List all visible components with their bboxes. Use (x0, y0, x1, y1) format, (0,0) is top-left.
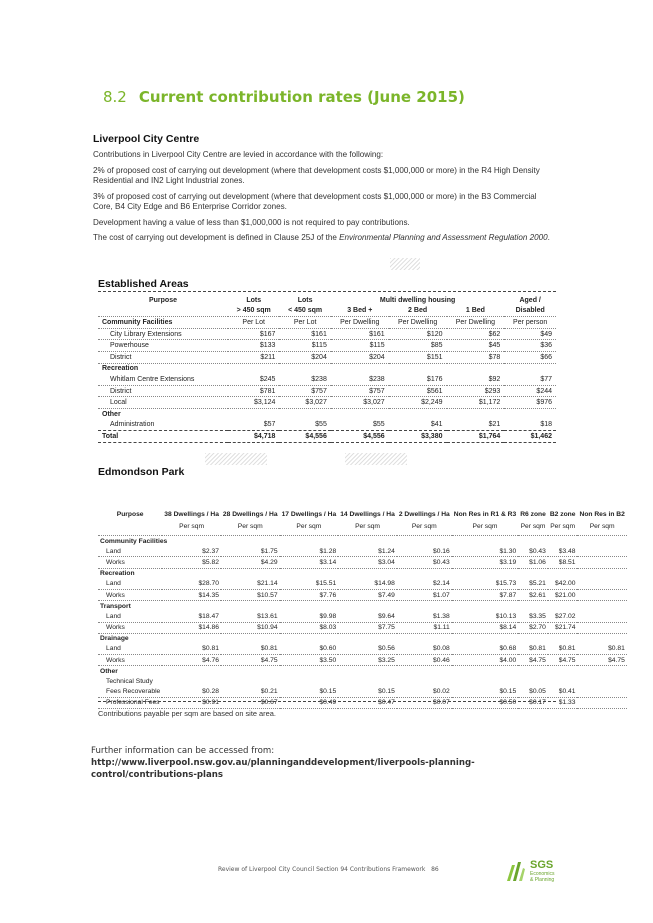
table-cell: $77 (504, 374, 556, 385)
table-cell: $293 (447, 385, 505, 397)
table-note: Contributions payable per sqm are based on site area. (98, 709, 276, 718)
table-cell: $245 (228, 374, 279, 385)
row-label: City Library Extensions (98, 328, 228, 340)
table-row (98, 687, 627, 698)
table-cell: $0.49 (280, 697, 339, 708)
table-cell: $3.04 (338, 557, 397, 568)
page-number: 86 (431, 866, 439, 873)
table-cell: $1.07 (397, 589, 452, 600)
category-row (98, 408, 556, 419)
edmondson-title: Edmondson Park (98, 466, 185, 478)
table-cell: $41 (389, 420, 447, 431)
table-cell: $18.47 (162, 611, 221, 622)
row-label: Land (98, 579, 162, 590)
contributions-link[interactable]: control/contributions-plans (91, 770, 224, 780)
table-cell: $0.05 (518, 687, 548, 698)
table-cell: $3,027 (279, 397, 330, 409)
intro-paragraph: 3% of proposed cost of carrying out development (where that development costs $1,000,000 or more) in the B3 Commercial Core, B4 City Edge and B6 Enterprise Corridor zones. (93, 191, 537, 212)
table-cell: $10.94 (221, 622, 280, 633)
column-header: B2 zone (549, 510, 576, 518)
table-cell: $1.30 (452, 546, 518, 557)
table-cell: $120 (389, 328, 447, 340)
category-row (98, 568, 627, 579)
unit-cell: Per Dwelling (389, 317, 447, 329)
table-cell: $18 (504, 420, 556, 431)
unit-cell: Per sqm (162, 519, 221, 536)
column-header: 2 Bed (389, 306, 447, 317)
table-cell: $1.24 (338, 546, 397, 557)
table-row (98, 397, 556, 409)
table-cell: $3.48 (548, 546, 578, 557)
table-cell: $757 (279, 385, 330, 397)
table-cell: $0.47 (338, 697, 397, 708)
subcategory-label: Technical Study (106, 678, 153, 686)
table-cell: $14.35 (162, 589, 221, 600)
table-row (98, 655, 627, 666)
unit-cell: Per sqm (577, 519, 626, 536)
table-cell: $2.61 (518, 589, 548, 600)
table-cell: $1.38 (397, 611, 452, 622)
community-rows (98, 546, 627, 568)
column-header: 2 Dwellings / Ha (398, 510, 450, 518)
row-label: District (98, 351, 228, 363)
logo-subtitle-line: & Planning (530, 876, 555, 883)
transport-rows (98, 611, 627, 633)
table-cell: $781 (228, 385, 279, 397)
table-cell: $49 (504, 328, 556, 340)
unit-cell: Per Dwelling (447, 317, 505, 329)
table-cell: $4,556 (279, 431, 330, 443)
table-cell: $161 (331, 328, 389, 340)
table-cell: $1,462 (504, 431, 556, 443)
table-cell: $0.28 (162, 687, 221, 698)
regulation-name: Environmental Planning and Assessment Regulation 2000 (339, 233, 548, 243)
category-label: Other (102, 410, 121, 418)
table-cell: $0.17 (518, 697, 548, 708)
table-row (98, 374, 556, 385)
table-cell: $42.00 (548, 579, 578, 590)
edmondson-park-table (98, 481, 627, 709)
unit-cell: Per person (504, 317, 556, 329)
intro-block (93, 134, 555, 249)
further-info (91, 745, 475, 781)
column-header: Multi dwelling housing (379, 296, 456, 304)
category-row (98, 666, 627, 677)
table-cell: $0.15 (280, 687, 339, 698)
unit-cell: Per sqm (280, 519, 339, 536)
divider (98, 701, 556, 702)
column-header: Disabled (504, 306, 556, 317)
table-cell: $238 (279, 374, 330, 385)
table-cell: $3.50 (280, 655, 339, 666)
table-cell: $8.51 (548, 557, 578, 568)
category-label: Drainage (100, 635, 129, 643)
table-cell: $13.61 (221, 611, 280, 622)
row-label: Powerhouse (98, 340, 228, 352)
contributions-link[interactable]: http://www.liverpool.nsw.gov.au/planninganddevelopment/liverpools-planning- (91, 758, 475, 768)
table-cell (577, 697, 626, 708)
table-cell: $133 (228, 340, 279, 352)
row-label: Works (98, 589, 162, 600)
column-header: < 450 sqm (279, 306, 330, 317)
row-label: Land (98, 611, 162, 622)
table-cell: $78 (447, 351, 505, 363)
category-row (98, 601, 627, 612)
row-label: Works (98, 557, 162, 568)
row-label: Administration (98, 420, 228, 431)
table-cell: $0.81 (577, 644, 626, 655)
table-cell: $57 (228, 420, 279, 431)
table-cell: $0.08 (397, 644, 452, 655)
table-row (98, 340, 556, 352)
table-cell: $36 (504, 340, 556, 352)
table-cell: $0.46 (397, 655, 452, 666)
table-cell: $0.15 (338, 687, 397, 698)
table-cell: $204 (331, 351, 389, 363)
sgs-leaf-icon (504, 859, 526, 883)
recreation-rows (98, 579, 627, 601)
table-cell: $21 (447, 420, 505, 431)
table-row (98, 557, 627, 568)
row-label: Local (98, 397, 228, 409)
recreation-rows (98, 374, 556, 408)
unit-cell: Per Lot (228, 317, 279, 329)
table-cell: $115 (279, 340, 330, 352)
other-rows (98, 687, 627, 709)
unit-cell: Per Dwelling (331, 317, 389, 329)
table-cell: $5.82 (162, 557, 221, 568)
other-rows (98, 420, 556, 431)
table-cell: $4.75 (221, 655, 280, 666)
table-cell: $1.33 (548, 697, 578, 708)
category-row (98, 633, 627, 644)
column-header: Purpose (116, 510, 144, 518)
table-cell: $0.67 (221, 697, 280, 708)
table-cell: $0.41 (548, 687, 578, 698)
table-row (98, 622, 627, 633)
column-header: Purpose (148, 296, 177, 304)
empty-cell (98, 519, 162, 536)
row-label: Works (98, 655, 162, 666)
table-cell (577, 611, 626, 622)
table-cell: $28.70 (162, 579, 221, 590)
table-cell: $14.98 (338, 579, 397, 590)
table-cell: $21.14 (221, 579, 280, 590)
table-cell: $3.35 (518, 611, 548, 622)
table-row (98, 644, 627, 655)
table-cell: $211 (228, 351, 279, 363)
table-cell (577, 589, 626, 600)
table-cell: $5.21 (518, 579, 548, 590)
table-row (98, 351, 556, 363)
table-cell: $21.74 (548, 622, 578, 633)
table-cell: $66 (504, 351, 556, 363)
unit-cell: Per sqm (221, 519, 280, 536)
table-row (98, 546, 627, 557)
category-label: Recreation (102, 365, 139, 373)
row-label: Total (98, 431, 228, 443)
divider (98, 291, 556, 292)
table-cell: $0.43 (397, 557, 452, 568)
table-cell: $4.00 (452, 655, 518, 666)
table-cell: $15.73 (452, 579, 518, 590)
column-header: R6 zone (520, 510, 546, 518)
table-cell: $0.91 (162, 697, 221, 708)
decorative-hatch (205, 453, 267, 465)
table-cell: $238 (331, 374, 389, 385)
table-cell: $161 (279, 328, 330, 340)
established-areas-table (98, 295, 556, 443)
table-cell: $2,249 (389, 397, 447, 409)
table-cell: $45 (447, 340, 505, 352)
table-cell: $561 (389, 385, 447, 397)
category-label: Other (100, 667, 118, 675)
table-cell: $7.76 (280, 589, 339, 600)
row-label: Fees Recoverable (98, 687, 162, 698)
table-cell: $204 (279, 351, 330, 363)
column-header: Non Res in R1 & R3 (453, 510, 517, 518)
section-heading (103, 88, 465, 106)
table-units-row (98, 519, 627, 536)
column-header: 1 Bed (447, 306, 505, 317)
table-header-row (98, 295, 556, 306)
table-cell: $14.86 (162, 622, 221, 633)
table-cell: $1,764 (447, 431, 505, 443)
column-header: 17 Dwellings / Ha (281, 510, 337, 518)
intro-text: . (547, 233, 550, 243)
table-cell: $4.29 (221, 557, 280, 568)
table-cell: $62 (447, 328, 505, 340)
table-cell: $7.49 (338, 589, 397, 600)
table-cell: $115 (331, 340, 389, 352)
table-cell: $3.14 (280, 557, 339, 568)
table-cell: $0.21 (221, 687, 280, 698)
total-row (98, 431, 556, 443)
table-cell: $27.02 (548, 611, 578, 622)
table-cell (577, 557, 626, 568)
table-cell: $0.81 (221, 644, 280, 655)
column-header: 28 Dwellings / Ha (222, 510, 278, 518)
column-header: > 450 sqm (228, 306, 279, 317)
table-header-row (98, 306, 556, 317)
table-cell: $4,556 (331, 431, 389, 443)
table-row (98, 579, 627, 590)
table-cell: $1.06 (518, 557, 548, 568)
table-cell: $757 (331, 385, 389, 397)
table-cell: $2.14 (397, 579, 452, 590)
category-label: Community Facilities (98, 317, 228, 329)
table-cell: $3,027 (331, 397, 389, 409)
footer-text: Review of Liverpool City Council Section 94 Contributions Framework (218, 866, 426, 873)
logo-name: SGS (530, 859, 554, 871)
table-row (98, 589, 627, 600)
table-cell: $92 (447, 374, 505, 385)
table-cell: $3,380 (389, 431, 447, 443)
row-label: Land (98, 546, 162, 557)
table-cell: $85 (389, 340, 447, 352)
table-cell: $55 (331, 420, 389, 431)
table-cell: $10.13 (452, 611, 518, 622)
table-header-row (98, 481, 627, 519)
table-cell: $151 (389, 351, 447, 363)
table-cell: $9.98 (280, 611, 339, 622)
table-cell: $0.56 (338, 644, 397, 655)
community-rows (98, 328, 556, 363)
table-cell: $4.75 (577, 655, 626, 666)
table-cell (577, 546, 626, 557)
category-row (98, 536, 627, 547)
intro-paragraph: 2% of proposed cost of carrying out development (where that development costs $1,000,000 or more) in the R4 High Density Residential and IN2 Light Industrial zones. (93, 165, 540, 186)
table-cell: $976 (504, 397, 556, 409)
page-footer (218, 866, 439, 873)
table-cell: $2.70 (518, 622, 548, 633)
unit-cell: Per sqm (548, 519, 578, 536)
table-cell: $0.81 (518, 644, 548, 655)
table-cell: $0.16 (397, 546, 452, 557)
table-cell: $4,718 (228, 431, 279, 443)
table-cell: $0.68 (452, 644, 518, 655)
unit-cell: Per sqm (338, 519, 397, 536)
table-cell: $0.60 (280, 644, 339, 655)
logo-subtitle (530, 872, 564, 883)
unit-cell: Per sqm (397, 519, 452, 536)
subcategory-row (98, 676, 627, 686)
table-cell: $1,172 (447, 397, 505, 409)
column-header: Lots (246, 296, 262, 304)
category-label: Community Facilities (100, 537, 168, 545)
unit-cell: Per Lot (279, 317, 330, 329)
intro-paragraph: Development having a value of less than $1,000,000 is not required to pay contributions. (93, 217, 410, 227)
table-cell: $55 (279, 420, 330, 431)
intro-paragraph: Contributions in Liverpool City Centre are levied in accordance with the following: (93, 150, 384, 160)
table-cell: $7.87 (452, 589, 518, 600)
table-cell: $4.75 (518, 655, 548, 666)
table-cell: $2.37 (162, 546, 221, 557)
table-cell: $15.51 (280, 579, 339, 590)
unit-cell: Per sqm (452, 519, 518, 536)
table-units-row (98, 317, 556, 329)
table-row (98, 328, 556, 340)
table-row (98, 611, 627, 622)
table-cell: $0.43 (518, 546, 548, 557)
table-cell: $0.07 (397, 697, 452, 708)
table-cell: $3,124 (228, 397, 279, 409)
category-row (98, 363, 556, 374)
section-number: 8.2 (103, 88, 127, 106)
table-cell: $244 (504, 385, 556, 397)
sgs-logo (504, 858, 562, 886)
table-cell: $9.64 (338, 611, 397, 622)
intro-paragraph (93, 233, 555, 243)
logo-subtitle-line: Economics (530, 871, 555, 877)
empty-cell (98, 306, 228, 317)
table-cell: $7.75 (338, 622, 397, 633)
table-cell (577, 687, 626, 698)
table-cell: $0.50 (452, 697, 518, 708)
column-header: 38 Dwellings / Ha (164, 510, 219, 518)
table-row (98, 420, 556, 431)
row-label: District (98, 385, 228, 397)
table-cell: $0.81 (162, 644, 221, 655)
table-cell: $167 (228, 328, 279, 340)
table-cell (577, 579, 626, 590)
column-header: 14 Dwellings / Ha (340, 510, 395, 518)
further-label: Further information can be accessed from: (91, 746, 275, 756)
table-cell: $176 (389, 374, 447, 385)
table-cell: $1.11 (397, 622, 452, 633)
row-label: Works (98, 622, 162, 633)
decorative-hatch (390, 258, 420, 270)
row-label: Whitlam Centre Extensions (98, 374, 228, 385)
table-row (98, 697, 627, 708)
category-label: Transport (100, 602, 131, 610)
section-title: Current contribution rates (June 2015) (138, 88, 465, 106)
column-header: 3 Bed + (331, 306, 389, 317)
table-cell: $0.15 (452, 687, 518, 698)
decorative-hatch (345, 453, 407, 465)
row-label: Professional Fees (98, 697, 162, 708)
table-cell: $8.03 (280, 622, 339, 633)
table-cell: $10.57 (221, 589, 280, 600)
table-cell: $21.00 (548, 589, 578, 600)
table-cell: $1.75 (221, 546, 280, 557)
intro-text: The cost of carrying out development is defined in Clause 25J of the (93, 233, 340, 243)
table-cell: $0.02 (397, 687, 452, 698)
table-cell: $4.76 (162, 655, 221, 666)
column-header: Lots (297, 296, 313, 304)
established-title: Established Areas (98, 278, 189, 290)
column-header: Aged / (519, 296, 541, 304)
intro-title: Liverpool City Centre (93, 133, 200, 145)
table-row (98, 385, 556, 397)
drainage-rows (98, 644, 627, 666)
table-cell: $3.19 (452, 557, 518, 568)
row-label: Land (98, 644, 162, 655)
column-header: Non Res in B2 (579, 510, 625, 518)
table-cell: $8.14 (452, 622, 518, 633)
table-cell: $0.81 (548, 644, 578, 655)
category-label: Recreation (100, 570, 135, 578)
table-cell (577, 622, 626, 633)
table-cell: $1.28 (280, 546, 339, 557)
unit-cell: Per sqm (518, 519, 548, 536)
table-cell: $3.25 (338, 655, 397, 666)
table-cell: $4.75 (548, 655, 578, 666)
